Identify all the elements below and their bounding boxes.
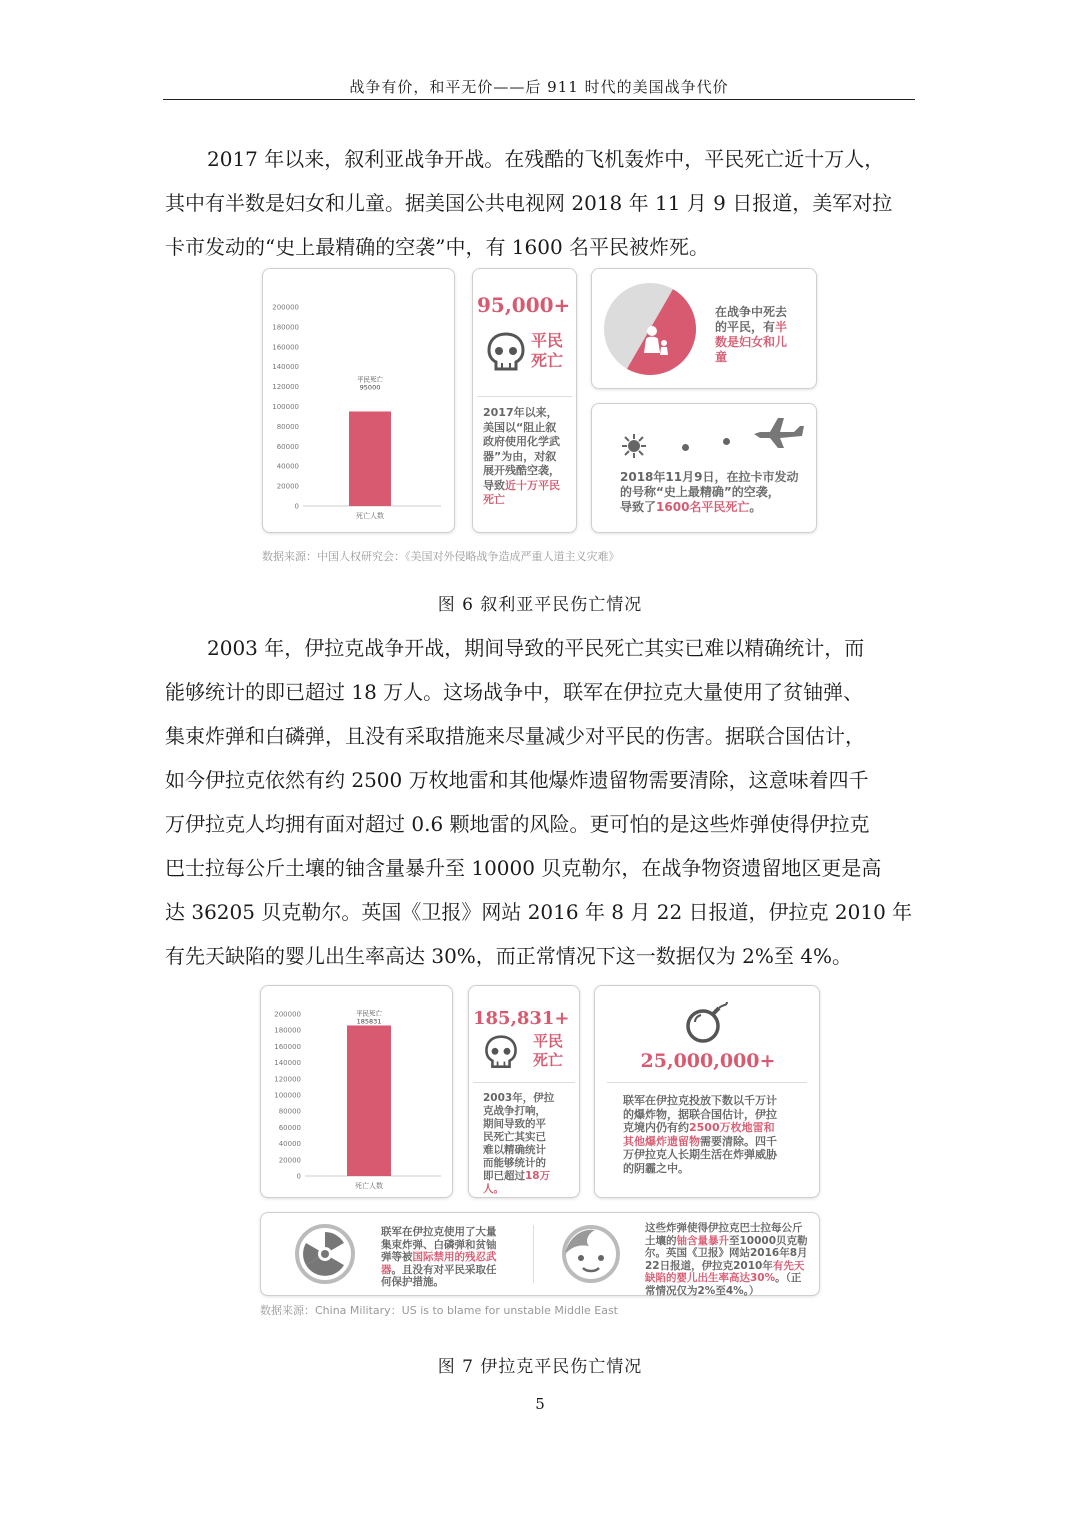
pie-caption-line: 的平民，有 [715, 320, 776, 334]
label-line: 平民 [531, 331, 564, 350]
bar-data-label: 95000 [359, 383, 381, 392]
bar-series-label: 平民死亡 [357, 375, 383, 384]
pie-caption-highlight: 半 [775, 320, 788, 334]
weapons-line: 弹等被 [381, 1251, 413, 1263]
story-line: 克战争打响， [483, 1105, 546, 1117]
weapons-line: 。且没有对平民采取任 [391, 1263, 497, 1276]
big-label [531, 331, 563, 371]
bar-chart-syria [263, 269, 453, 531]
header-rule [163, 99, 915, 100]
story-line: 2003年，伊拉 [483, 1092, 555, 1104]
y-tick-label: 20000 [278, 1156, 301, 1165]
mines-line: 联军在伊拉克投放下数以千万计 [623, 1094, 777, 1107]
skull-icon [483, 1034, 519, 1072]
story-line: 展开残酷空袭， [483, 464, 560, 477]
y-tick-label: 60000 [278, 1123, 301, 1132]
weapons-line: 集束炸弹、白磷弹和贫铀 [381, 1238, 497, 1251]
soil-line: 。（正 [775, 1272, 802, 1284]
soil-highlight: 有先天 [772, 1259, 805, 1272]
text-line: 集束炸弹和白磷弹，且没有采取措施来尽量减少对平民的伤害。据联合国估计， [165, 724, 865, 748]
bomb-icon [682, 444, 689, 451]
paragraph-iraq [165, 626, 915, 978]
y-tick-label: 0 [296, 1172, 301, 1181]
big-label [533, 1032, 563, 1070]
mines-highlight: 其他爆炸遗留物 [623, 1134, 700, 1148]
bar-chart-iraq [261, 986, 451, 1196]
soil-text [645, 1222, 808, 1297]
text-line: 达 36205 贝克勒尔。英国《卫报》网站 2016 年 8 月 22 日报道，伊拉克 2010 年 [165, 900, 913, 924]
mines-line: 的阴霾之中。 [623, 1161, 689, 1175]
soil-line: 至10000贝克勒 [729, 1234, 808, 1247]
data-source: 数据来源：中国人权研究会：《美国对外侵略战争造成严重人道主义灾难》 [262, 550, 620, 563]
y-tick-label: 120000 [272, 383, 299, 392]
mines-line: 需要清除。四千 [700, 1134, 777, 1148]
big-number: 95,000+ [477, 293, 571, 317]
y-tick-label: 180000 [272, 323, 299, 332]
story-highlight: 近十万平民 [505, 478, 560, 492]
deaths-card [468, 985, 580, 1198]
text-line: 万伊拉克人均拥有面对超过 0.6 颗地雷的风险。更可怕的是这些炸弹使得伊拉克 [165, 812, 870, 836]
weapons-highlight: 国际禁用的残忍武 [412, 1251, 497, 1263]
weapons-line: 何保护措施。 [381, 1276, 444, 1288]
label-line: 死亡 [533, 1051, 564, 1069]
divider [607, 1082, 807, 1083]
label-line: 死亡 [531, 351, 564, 370]
bomb-icon [723, 438, 730, 445]
y-tick-label: 100000 [274, 1091, 301, 1100]
weapons-highlight: 器 [381, 1263, 392, 1276]
landmines-text [623, 1094, 777, 1175]
bomb-icon [683, 1000, 731, 1044]
y-tick-label: 120000 [274, 1075, 301, 1084]
pie-caption-highlight: 数是妇女和儿 [715, 335, 788, 349]
story-line: 即已超过 [483, 1170, 525, 1182]
story-line: 美国以“阻止叙 [483, 420, 557, 434]
pie-caption-highlight: 童 [715, 350, 728, 364]
raid-highlight: 1600名平民死亡 [656, 500, 750, 514]
pie-caption-line: 在战争中死去 [715, 305, 788, 319]
soil-highlight: 铀含量暴升 [676, 1234, 729, 1247]
y-tick-label: 100000 [272, 403, 299, 411]
text-line: 如今伊拉克依然有约 2500 万枚地雷和其他爆炸遗留物需要清除，这意味着四千 [165, 768, 869, 792]
raid-line: 2018年11月9日，在拉卡市发动 [620, 470, 799, 484]
y-tick-label: 40000 [276, 462, 299, 471]
story-line: 导致 [483, 478, 505, 492]
story-line: 器”为由，对叙 [483, 449, 557, 463]
figure-caption: 图 7 伊拉克平民伤亡情况 [437, 1357, 643, 1377]
soil-line: 这些炸弹使得伊拉克巴士拉每公斤 [645, 1222, 803, 1234]
pie-caption [715, 305, 787, 365]
y-tick-label: 20000 [276, 482, 299, 491]
soil-line: 常情况仅为2%至4%。） [645, 1284, 760, 1297]
paragraph-syria [165, 137, 915, 269]
weapons-line: 联军在伊拉克使用了大量 [381, 1226, 497, 1238]
y-tick-label: 60000 [276, 442, 299, 451]
raid-line: 的号称“史上最精确”的空袭， [620, 485, 780, 499]
text-line: 能够统计的即已超过 18 万人。这场战争中，联军在伊拉克大量使用了贫铀弹、 [165, 680, 864, 704]
text-line: 有先天缺陷的婴儿出生率高达 30%，而正常情况下这一数据仅为 2%至 4%。 [165, 944, 852, 968]
women-children-card [591, 268, 817, 389]
story-line: 而能够统计的 [483, 1157, 546, 1169]
mines-line: 的爆炸物，据联合国估计，伊拉 [623, 1107, 777, 1121]
text-line: 其中有半数是妇女和儿童。据美国公共电视网 2018 年 11 月 9 日报道，美军对拉 [165, 191, 893, 215]
y-tick-label: 200000 [274, 1010, 301, 1019]
mines-line: 克境内仍有约 [623, 1121, 689, 1134]
chart-card [260, 985, 453, 1198]
air-raid-text [620, 470, 798, 515]
y-tick-label: 80000 [276, 422, 299, 431]
y-tick-label: 140000 [274, 1059, 301, 1068]
story-line: 政府使用化学武 [483, 435, 560, 448]
divider [477, 396, 572, 397]
y-tick-label: 180000 [274, 1026, 301, 1035]
deaths-card [472, 268, 577, 533]
y-tick-label: 160000 [274, 1042, 301, 1051]
bar-data-label: 185831 [356, 1017, 382, 1026]
divider [473, 1082, 575, 1083]
story-text [483, 406, 560, 508]
soil-line: 尔。英国《卫报》网站2016年8月 [645, 1247, 808, 1259]
story-highlight: 18万 [525, 1170, 551, 1182]
y-tick-label: 140000 [272, 363, 299, 372]
bar-series-label: 平民死亡 [356, 1009, 382, 1018]
figure-caption: 图 6 叙利亚平民伤亡情况 [437, 595, 643, 615]
story-text [483, 1092, 554, 1196]
radiation-icon [295, 1224, 355, 1284]
x-category-label: 死亡人数 [356, 512, 384, 520]
big-number: 25,000,000+ [640, 1050, 776, 1072]
air-raid-card [591, 403, 817, 533]
baby-face-icon [559, 1224, 623, 1284]
text-line: 巴士拉每公斤土壤的铀含量暴升至 10000 贝克勒尔，在战争物资遗留地区更是高 [165, 856, 882, 880]
soil-line: 22日报道，伊拉克2010年 [645, 1259, 773, 1272]
raid-line: 导致了 [620, 500, 657, 514]
data-source: 数据来源：China Military：US is to blame for unstable Middle East [260, 1304, 618, 1317]
story-highlight: 人。 [483, 1183, 504, 1195]
y-tick-label: 40000 [278, 1140, 301, 1149]
y-tick-label: 0 [294, 502, 299, 511]
chart-card [262, 268, 455, 533]
story-line: 难以精确统计 [483, 1144, 546, 1156]
text-line: 卡市发动的“史上最精确的空袭”中，有 1600 名平民被炸死。 [165, 235, 710, 259]
story-line: 民死亡其实已 [483, 1131, 546, 1143]
y-tick-label: 200000 [272, 303, 299, 312]
y-tick-label: 160000 [272, 343, 299, 352]
running-header: 战争有价，和平无价——后 911 时代的美国战争代价 [349, 78, 729, 96]
story-highlight: 死亡 [483, 493, 505, 506]
text-line: 2003 年，伊拉克战争开战，期间导致的平民死亡其实已难以精确统计，而 [207, 636, 865, 660]
x-category-label: 死亡人数 [355, 1182, 383, 1190]
mines-highlight: 2500万枚地雷和 [689, 1121, 775, 1134]
story-line: 期间导致的平 [483, 1118, 546, 1130]
landmines-card [594, 985, 820, 1198]
raid-line: 。 [749, 500, 762, 514]
y-tick-label: 80000 [278, 1107, 301, 1116]
text-line: 2017 年以来，叙利亚战争开战。在残酷的飞机轰炸中，平民死亡近十万人， [207, 147, 885, 171]
soil-line: 土壤的 [645, 1234, 677, 1247]
label-line: 平民 [533, 1032, 564, 1050]
divider [533, 1225, 534, 1283]
big-number: 185,831+ [473, 1008, 570, 1029]
weapons-soil-card [260, 1212, 820, 1296]
skull-icon [485, 331, 527, 375]
airplane-icon [752, 410, 804, 450]
bar [349, 411, 391, 506]
explosion-icon [622, 434, 646, 458]
weapons-text [381, 1226, 497, 1289]
pie-chart-half [600, 279, 700, 379]
mines-line: 万伊拉克人长期生活在炸弹威胁 [623, 1148, 777, 1161]
story-line: 2017年以来， [483, 406, 558, 419]
page-number: 5 [535, 1395, 545, 1413]
soil-highlight: 缺陷的婴儿出生率高达30% [645, 1272, 776, 1284]
bar [347, 1025, 391, 1176]
